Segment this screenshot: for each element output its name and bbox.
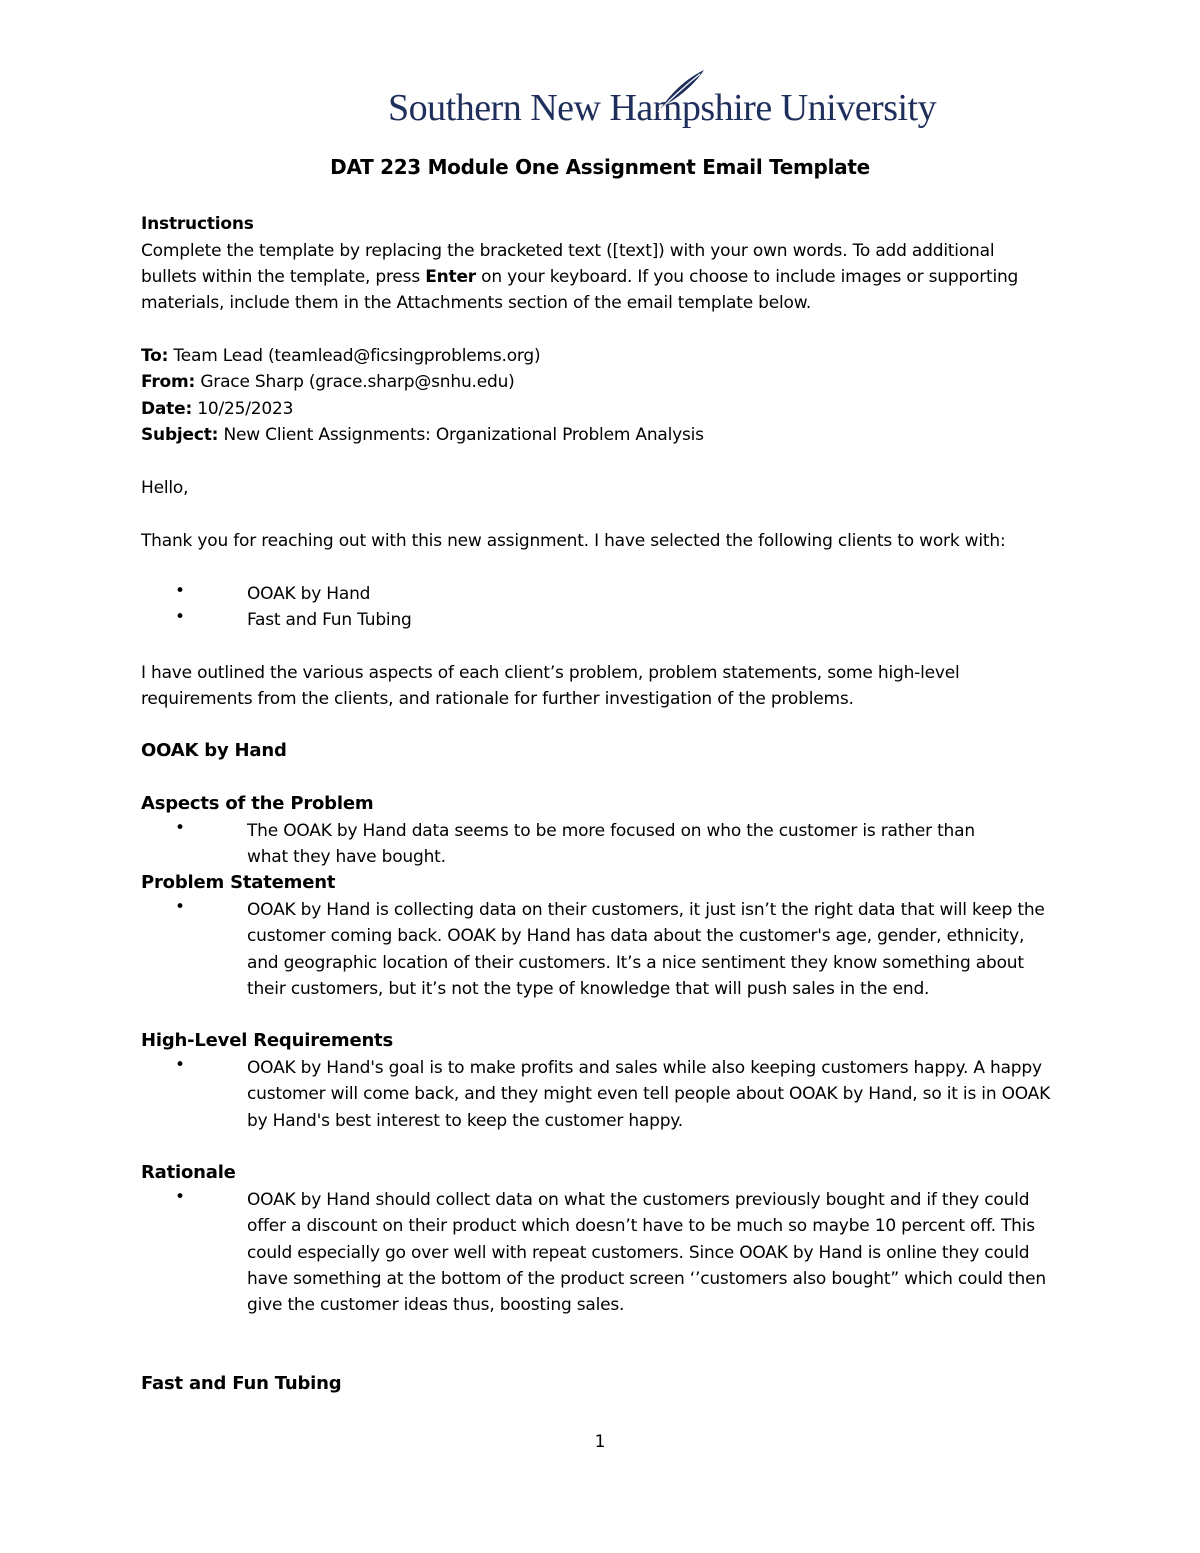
bullet-icon: •	[175, 581, 186, 601]
bullet-icon: •	[175, 607, 186, 627]
ooak-heading: OOAK by Hand	[141, 740, 287, 761]
from-line: From: Grace Sharp (grace.sharp@snhu.edu)	[141, 372, 515, 392]
intro-paragraph: Thank you for reaching out with this new assignment. I have selected the following clients to work with:	[141, 531, 1006, 551]
outline-line-2: requirements from the clients, and rationale for further investigation of the problems.	[141, 689, 854, 709]
enter-key-label: Enter	[425, 267, 476, 287]
rationale-heading: Rationale	[141, 1162, 236, 1183]
greeting: Hello,	[141, 478, 189, 498]
to-line: To: Team Lead (teamlead@ficsingproblems.org)	[141, 346, 541, 366]
bullet-icon: •	[175, 818, 186, 838]
aspects-heading: Aspects of the Problem	[141, 793, 374, 814]
subject-line: Subject: New Client Assignments: Organizational Problem Analysis	[141, 425, 704, 445]
client-list-item: Fast and Fun Tubing	[247, 610, 412, 630]
instructions-heading: Instructions	[141, 214, 254, 234]
feather-icon	[650, 68, 706, 114]
instructions-line-3: materials, include them in the Attachments section of the email template below.	[141, 293, 812, 313]
requirements-heading: High-Level Requirements	[141, 1030, 393, 1051]
date-line: Date: 10/25/2023	[141, 399, 294, 419]
document-title: DAT 223 Module One Assignment Email Template	[330, 155, 870, 179]
problem-statement-text: OOAK by Hand is collecting data on their customers, it just isn’t the right data that will keep the customer coming back. OOAK by Hand has data about the customer's age, gender, ethnicity, and geographic location of their customers. It’s a nice sentiment they know something about their customers, but it’s not the type of knowledge that will push sales in the end.	[247, 900, 1045, 999]
university-logo	[388, 68, 937, 138]
rationale-text: OOAK by Hand should collect data on what the customers previously bought and if they could offer a discount on their product which doesn’t have to be much so maybe 10 percent off. This could especially go over well with repeat customers. Since OOAK by Hand is online they could have something at the bottom of the product screen ‘’customers also bought” which could then give the customer ideas thus, boosting sales.	[247, 1190, 1046, 1316]
instructions-line-2: bullets within the template, press Enter on your keyboard. If you choose to include images or supporting	[141, 267, 1019, 287]
client-list-item: OOAK by Hand	[247, 584, 371, 604]
logo-text: Southern New Hampshire University	[388, 87, 937, 129]
problem-statement-heading: Problem Statement	[141, 872, 336, 893]
fast-fun-heading: Fast and Fun Tubing	[141, 1373, 342, 1394]
outline-line-1: I have outlined the various aspects of each client’s problem, problem statements, some high-level	[141, 663, 960, 683]
bullet-icon: •	[175, 1187, 186, 1207]
instructions-line-1: Complete the template by replacing the bracketed text ([text]) with your own words. To add additional	[141, 241, 995, 261]
requirements-text: OOAK by Hand's goal is to make profits and sales while also keeping customers happy. A happy customer will come back, and they might even tell people about OOAK by Hand, so it is in OOAK by Hand's best interest to keep the customer happy.	[247, 1058, 1051, 1131]
aspects-text: The OOAK by Hand data seems to be more focused on who the customer is rather than what they have bought.	[247, 821, 975, 868]
bullet-icon: •	[175, 1055, 186, 1075]
bullet-icon: •	[175, 897, 186, 917]
page-number: 1	[594, 1432, 606, 1452]
